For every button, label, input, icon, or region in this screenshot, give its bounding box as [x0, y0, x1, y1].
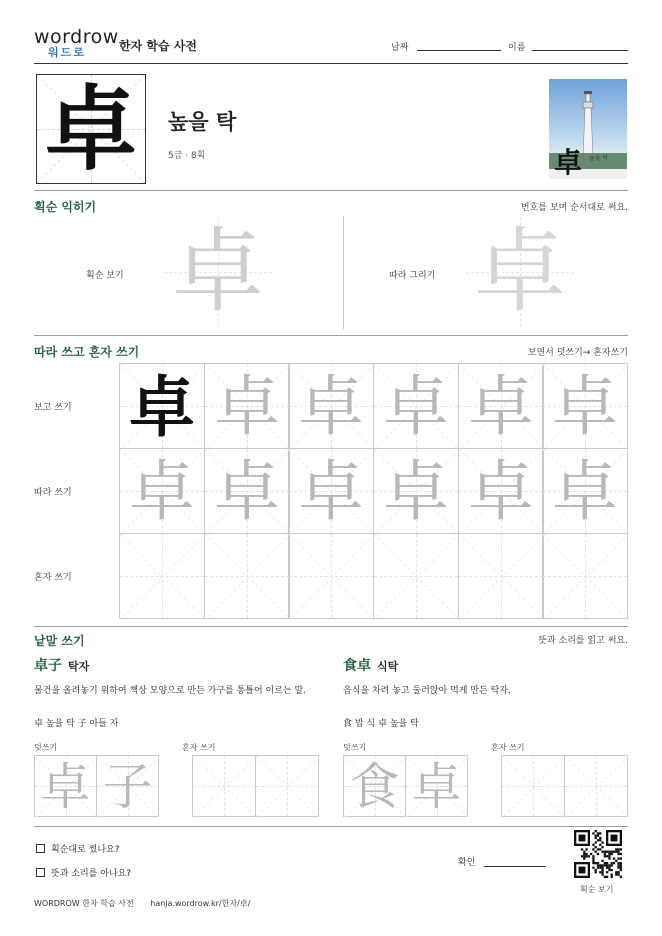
confirm-label: 확인: [458, 858, 476, 868]
wordrow-logo: [34, 26, 119, 62]
writing-cell[interactable]: [119, 448, 205, 534]
writing-cell[interactable]: [373, 363, 459, 449]
thumb-name: 높을 탁: [589, 155, 609, 162]
cell-hanja: 卓: [129, 368, 195, 446]
word-1-self-cells: [192, 755, 318, 817]
divider: [34, 190, 628, 191]
writing-cell[interactable]: [192, 755, 256, 817]
word-2-parts: 食 밥 식 卓 높을 탁: [343, 719, 419, 729]
row-label-trace: 따라 쓰기: [34, 488, 72, 498]
writing-cell[interactable]: [119, 533, 205, 619]
checkbox-icon[interactable]: [36, 844, 45, 853]
main-hanja: 卓: [44, 75, 137, 183]
writing-cell[interactable]: [542, 533, 628, 619]
words-section-title: 낱말 쓰기: [34, 634, 85, 648]
word-2-meaning: 음식을 차려 놓고 둘러앉아 먹게 만든 탁자.: [343, 686, 511, 696]
cell-hanja: 卓: [214, 368, 280, 445]
footer: [34, 898, 250, 909]
date-label: 날짜: [391, 43, 409, 53]
hanja-name: 높을 탁: [168, 110, 237, 134]
writing-cell[interactable]: [501, 755, 565, 817]
date-field[interactable]: [417, 50, 501, 51]
writing-cell[interactable]: [458, 363, 544, 449]
cell-hanja: 卓: [383, 368, 449, 445]
practice-section-note: 보면서 덧쓰기→ 혼자쓰기: [527, 348, 628, 358]
word-1-hanja: 卓子: [34, 658, 62, 674]
divider: [34, 826, 628, 827]
writing-cell[interactable]: [255, 755, 319, 817]
main-hanja-box: [36, 74, 146, 184]
word-2-header: [343, 655, 398, 675]
writing-cell[interactable]: [343, 755, 406, 817]
confirm-field[interactable]: [484, 866, 546, 867]
writing-cell[interactable]: [458, 448, 544, 534]
check-stroke-order[interactable]: [36, 842, 120, 855]
word-1-parts: 卓 높을 탁 子 아들 자: [34, 719, 119, 729]
word-1-trace-cells: [34, 755, 158, 817]
cell-hanja: 子: [102, 758, 153, 816]
check-meaning-sound-label: 뜻과 소리를 아나요?: [51, 869, 132, 879]
name-label: 이름: [508, 43, 526, 53]
thumb-hanja: 卓: [554, 146, 583, 179]
row-label-self: 혼자 쓰기: [34, 573, 72, 583]
stroke-divider: [343, 216, 344, 329]
divider: [34, 626, 628, 627]
writing-cell[interactable]: [204, 363, 290, 449]
trace-hanja: 卓: [473, 218, 566, 325]
stroke-order-diagram: [164, 218, 272, 326]
tower-thumbnail: [549, 79, 627, 179]
word-2-self-label: 혼자 쓰기: [491, 743, 525, 752]
writing-cell[interactable]: [564, 755, 628, 817]
word-1-meaning: 물건을 올려놓기 위하여 책상 모양으로 만든 가구를 통틀어 이르는 말.: [34, 686, 307, 696]
cell-hanja: 卓: [468, 368, 534, 445]
cell-hanja: 卓: [552, 368, 618, 445]
writing-cell[interactable]: [288, 533, 374, 619]
writing-cell[interactable]: [288, 363, 374, 449]
name-field[interactable]: [532, 50, 628, 51]
logo-korean: 워드로: [48, 46, 86, 59]
writing-cell[interactable]: [373, 533, 459, 619]
writing-cell[interactable]: [34, 755, 97, 817]
stroke-view-label: 획순 보기: [86, 271, 124, 281]
page-title: 한자 학습 사전: [119, 39, 197, 53]
cell-hanja: 卓: [298, 368, 364, 445]
cell-hanja: 卓: [129, 453, 195, 530]
trace-label: 따라 그리기: [389, 271, 436, 281]
word-1-reading: 탁자: [68, 660, 90, 673]
practice-grid: [119, 363, 627, 618]
practice-section-title: 따라 쓰고 혼자 쓰기: [34, 345, 140, 359]
qr-code-icon[interactable]: [574, 830, 622, 878]
writing-cell[interactable]: [405, 755, 468, 817]
qr-label: 획순 보기: [580, 885, 614, 894]
writing-cell[interactable]: [204, 533, 290, 619]
logo-wordmark: wordrow: [34, 26, 119, 48]
word-1-trace-label: 덧쓰기: [34, 743, 58, 752]
word-2-trace-cells: [343, 755, 467, 817]
word-2-trace-label: 덧쓰기: [343, 743, 367, 752]
footer-url: hanja.wordrow.kr/한자/卓/: [150, 899, 251, 908]
check-stroke-order-label: 획순대로 썼나요?: [51, 845, 120, 855]
writing-cell[interactable]: [119, 363, 205, 449]
stroke-section-note: 번호를 보며 순서대로 써요.: [520, 203, 628, 213]
words-section-note: 뜻과 소리를 읽고 써요.: [538, 636, 628, 646]
word-2-hanja: 食卓: [343, 658, 371, 674]
trace-diagram: [466, 218, 574, 326]
divider: [34, 335, 628, 336]
writing-cell[interactable]: [542, 363, 628, 449]
checkbox-icon[interactable]: [36, 868, 45, 877]
check-meaning-sound[interactable]: [36, 866, 131, 879]
writing-cell[interactable]: [288, 448, 374, 534]
cell-hanja: 食: [349, 758, 400, 816]
cell-hanja: 卓: [40, 758, 91, 816]
cell-hanja: 卓: [411, 758, 462, 816]
stroke-order-hanja: 卓: [171, 218, 264, 325]
cell-hanja: 卓: [298, 453, 364, 530]
writing-cell[interactable]: [96, 755, 159, 817]
writing-cell[interactable]: [373, 448, 459, 534]
word-2-reading: 식탁: [377, 660, 399, 673]
cell-hanja: 卓: [552, 453, 618, 530]
writing-cell[interactable]: [458, 533, 544, 619]
writing-cell[interactable]: [542, 448, 628, 534]
cell-hanja: 卓: [214, 453, 280, 530]
footer-brand: WORDROW 한자 학습 사전: [34, 899, 134, 908]
word-1-self-label: 혼자 쓰기: [182, 743, 216, 752]
hanja-meta: 5급 · 8획: [168, 151, 206, 161]
word-2-self-cells: [501, 755, 627, 817]
cell-hanja: 卓: [383, 453, 449, 530]
stroke-section-title: 획순 익히기: [34, 200, 97, 214]
header-divider: [34, 63, 628, 64]
writing-cell[interactable]: [204, 448, 290, 534]
row-label-view: 보고 쓰기: [34, 403, 72, 413]
word-1-header: [34, 655, 89, 675]
cell-hanja: 卓: [468, 453, 534, 530]
